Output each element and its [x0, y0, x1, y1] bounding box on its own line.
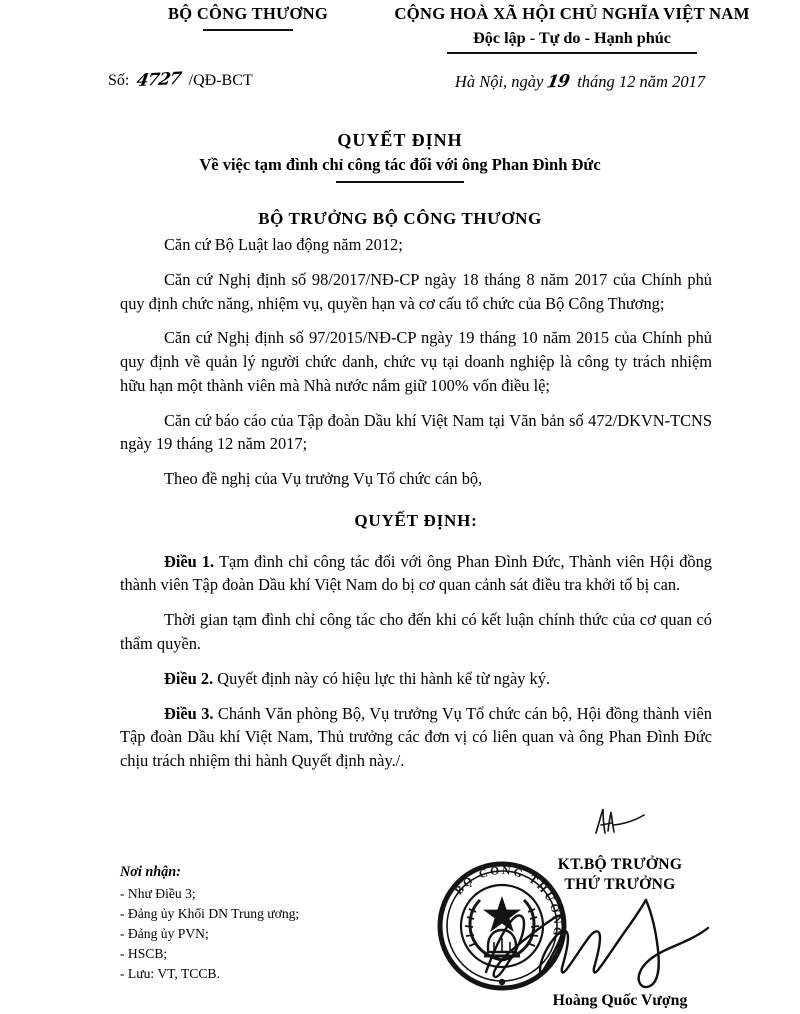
decision-heading: QUYẾT ĐỊNH: [354, 511, 478, 531]
preamble-paragraph: Căn cứ Bộ Luật lao động năm 2012; [164, 235, 403, 254]
preamble-paragraph: Căn cứ Nghị định số 97/2015/NĐ-CP ngày 19 tháng 10 năm 2015 của Chính phủ quy định về quản lý người chức danh, chức vụ tại doanh nghiệp là công ty trách nhiệm hữu hạn một thành viên mà Nhà nước nắm giữ 100% vốn điều lệ; [120, 328, 712, 395]
signer-role-secondary: THỨ TRƯỞNG [564, 876, 676, 893]
article-paragraph [120, 702, 712, 773]
document-subtitle: Về việc tạm đình chỉ công tác đối với ông Phan Đình Đức [199, 155, 601, 174]
list-item: - Đảng ủy Khối DN Trung ương; [120, 906, 300, 922]
motto-underline [447, 52, 697, 54]
article-text: Quyết định này có hiệu lực thi hành kể từ ngày ký. [213, 668, 551, 688]
ministry-name: BỘ CÔNG THƯƠNG [167, 4, 329, 23]
number-label: Số: [108, 72, 130, 89]
list-item: - HSCB; [120, 946, 168, 962]
article-paragraph [120, 667, 712, 691]
document-number-line [108, 70, 408, 90]
article-text: Thời gian tạm đình chỉ công tác cho đến khi có kết luận chính thức của cơ quan có thẩm quyền. [120, 610, 712, 654]
article-text: Tạm đình chỉ công tác đối với ông Phan Đình Đức, Thành viên Hội đồng thành viên Tập đoàn Dầu khí Việt Nam do bị cơ quan cảnh sát điều tra khởi tố bị can. [120, 551, 712, 595]
day-handwritten: 19 [545, 71, 571, 93]
national-motto: Độc lập - Tự do - Hạnh phúc [473, 29, 671, 47]
national-heading-block [392, 4, 752, 54]
document-title-block [0, 130, 800, 229]
title-underline [336, 181, 464, 183]
article-paragraph [120, 550, 712, 598]
list-item: - Như Điều 3; [120, 886, 196, 902]
list-item: - Đảng ủy PVN; [120, 926, 209, 942]
document-number-handwritten: 4727 [135, 68, 183, 92]
month-label: tháng 12 [577, 72, 636, 91]
issuing-authority-block [108, 4, 388, 31]
issuer-title: BỘ TRƯỞNG BỘ CÔNG THƯƠNG [258, 209, 542, 228]
article-label: Điều 3. [164, 703, 214, 723]
preamble-paragraph: Theo đề nghị của Vụ trưởng Vụ Tổ chức cán bộ, [164, 469, 483, 489]
handwritten-signature [468, 880, 768, 1000]
signer-name: Hoàng Quốc Vượng [552, 992, 688, 1009]
preamble-paragraph: Căn cứ Nghị định số 98/2017/NĐ-CP ngày 18 tháng 8 năm 2017 của Chính phủ quy định chức năng, nhiệm vụ, quyền hạn và cơ cấu tổ chức của Bộ Công Thương; [120, 269, 712, 313]
document-header [0, 4, 800, 114]
preamble-paragraph: Căn cứ báo cáo của Tập đoàn Dầu khí Việt Nam tại Văn bản số 472/DKVN-TCNS ngày 19 tháng 12 năm 2017; [120, 410, 712, 454]
article-label: Điều 2. [164, 668, 214, 688]
recipients-title: Nơi nhận: [120, 864, 181, 880]
number-suffix: /QĐ-BCT [188, 72, 253, 89]
article-text: Chánh Văn phòng Bộ, Vụ trưởng Vụ Tổ chức cán bộ, Hội đồng thành viên Tập đoàn Dầu khí Việt Nam, Thủ trưởng các đơn vị có liên quan và ông Phan Đình Đức chịu trách nhiệm thi hành Quyết định này./. [120, 703, 712, 771]
article-label: Điều 1. [164, 551, 215, 571]
place-and-date-line [400, 72, 760, 92]
place-prefix: Hà Nội, ngày [454, 72, 544, 91]
document-body [120, 233, 712, 773]
national-title: CỘNG HOÀ XÃ HỘI CHỦ NGHĨA VIỆT NAM [394, 4, 750, 23]
svg-text:BỘ CÔNG THƯƠNG: BỘ CÔNG THƯƠNG [453, 864, 564, 939]
article-paragraph [120, 608, 712, 656]
recipients-block [120, 862, 299, 985]
document-title: QUYẾT ĐỊNH [337, 130, 463, 150]
inline-initials-mark [592, 805, 652, 839]
signer-role-primary: KT.BỘ TRƯỞNG [557, 856, 683, 873]
year-label: năm 2017 [639, 72, 706, 91]
list-item: - Lưu: VT, TCCB. [120, 966, 220, 982]
ministry-underline [203, 29, 293, 31]
